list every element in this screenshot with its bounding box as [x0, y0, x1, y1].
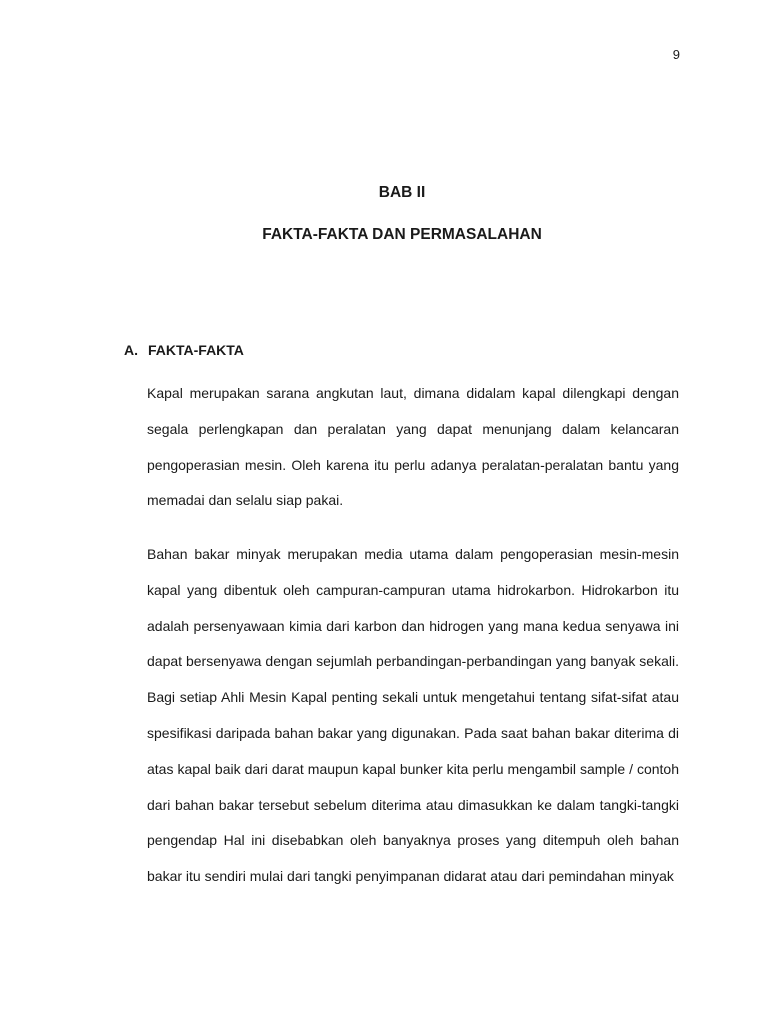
- section-letter: A.: [124, 342, 138, 358]
- section-title: FAKTA-FAKTA: [148, 342, 244, 358]
- chapter-label: BAB II: [378, 184, 426, 201]
- page-number: 9: [672, 47, 680, 62]
- section-heading: [124, 340, 244, 360]
- paragraph-2: Bahan bakar minyak merupakan media utama dalam pengoperasian mesin-mesin kapal yang dibentuk oleh campuran-campuran utama hidrokarbon. Hidrokarbon itu adalah persenyawaan kimia dari karbon dan hidrogen yang mana kedua senyawa ini dapat bersenyawa dengan sejumlah perbandingan-perbandingan yang banyak sekali. Bagi setiap Ahli Mesin Kapal penting sekali untuk mengetahui tentang sifat-sifat atau spesifikasi daripada bahan bakar yang digunakan. Pada saat bahan bakar diterima di atas kapal baik dari darat maupun kapal bunker kita perlu mengambil sample / contoh dari bahan bakar tersebut sebelum diterima atau dimasukkan ke dalam tangki-tangki pengendap Hal ini disebabkan oleh banyaknya proses yang ditempuh oleh bahan bakar itu sendiri mulai dari tangki penyimpanan didarat atau dari pemindahan minyak: [147, 546, 679, 885]
- chapter-title: FAKTA-FAKTA DAN PERMASALAHAN: [262, 226, 542, 243]
- paragraph-1: Kapal merupakan sarana angkutan laut, dimana didalam kapal dilengkapi dengan segala perlengkapan dan peralatan yang dapat menunjang dalam kelancaran pengoperasian mesin. Oleh karena itu perlu adanya peralatan-peralatan bantu yang memadai dan selalu siap pakai.: [147, 385, 679, 509]
